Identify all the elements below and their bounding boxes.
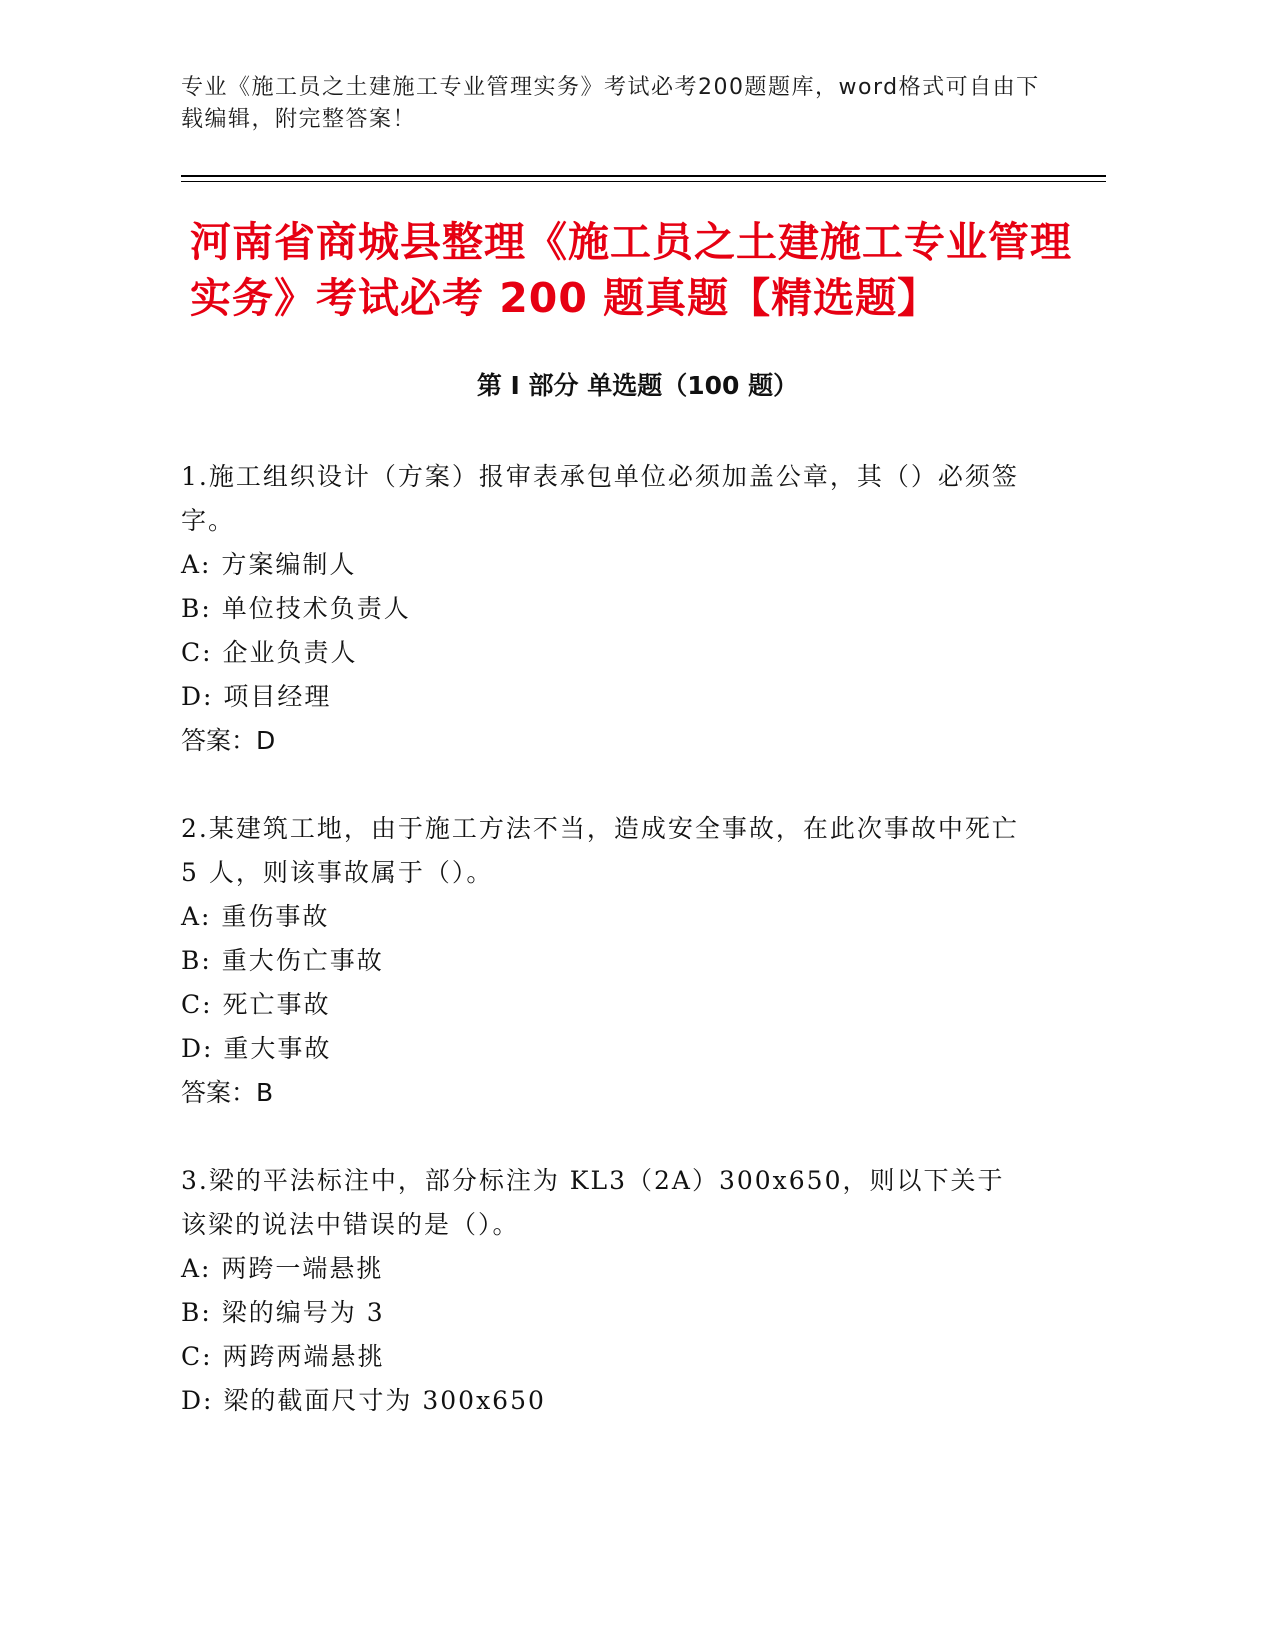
question-2 xyxy=(181,807,1021,1115)
question-spacer xyxy=(181,763,1021,807)
option-b: B: 重大伤亡事故 xyxy=(181,946,384,975)
option-b: B: 单位技术负责人 xyxy=(181,594,411,623)
option-d: D: 项目经理 xyxy=(181,682,332,711)
question-text: 1.施工组织设计（方案）报审表承包单位必须加盖公章，其（）必须签字。 xyxy=(181,462,1019,535)
question-text: 3.梁的平法标注中，部分标注为 KL3（2A）300x650，则以下关于该梁的说法中错误的是（）。 xyxy=(181,1166,1005,1239)
question-text: 2.某建筑工地，由于施工方法不当，造成安全事故，在此次事故中死亡 5 人，则该事故属于（）。 xyxy=(181,814,1019,887)
option-c: C: 死亡事故 xyxy=(181,990,331,1019)
question-list xyxy=(181,455,1021,1423)
header-note: 专业《施工员之土建施工专业管理实务》考试必考200题题库，word格式可自由下载编辑，附完整答案！ xyxy=(181,75,1040,132)
option-a: A: 两跨一端悬挑 xyxy=(181,1254,384,1283)
option-c: C: 两跨两端悬挑 xyxy=(181,1342,385,1371)
option-b: B: 梁的编号为 3 xyxy=(181,1298,385,1327)
option-a: A: 重伤事故 xyxy=(181,902,330,931)
question-spacer xyxy=(181,1115,1021,1159)
section-title: 第 I 部分 单选题（100 题） xyxy=(476,371,799,400)
option-a: A: 方案编制人 xyxy=(181,550,357,579)
question-1 xyxy=(181,455,1021,763)
option-c: C: 企业负责人 xyxy=(181,638,358,667)
header-rule-thin xyxy=(181,181,1106,182)
answer: 答案：B xyxy=(181,1078,274,1107)
answer: 答案：D xyxy=(181,726,276,755)
option-d: D: 重大事故 xyxy=(181,1034,332,1063)
question-3 xyxy=(181,1159,1021,1423)
option-d: D: 梁的截面尺寸为 300x650 xyxy=(181,1386,546,1415)
document-title: 河南省商城县整理《施工员之土建施工专业管理实务》考试必考 200 题真题【精选题】 xyxy=(190,218,1072,322)
header-rule-thick xyxy=(181,175,1106,177)
